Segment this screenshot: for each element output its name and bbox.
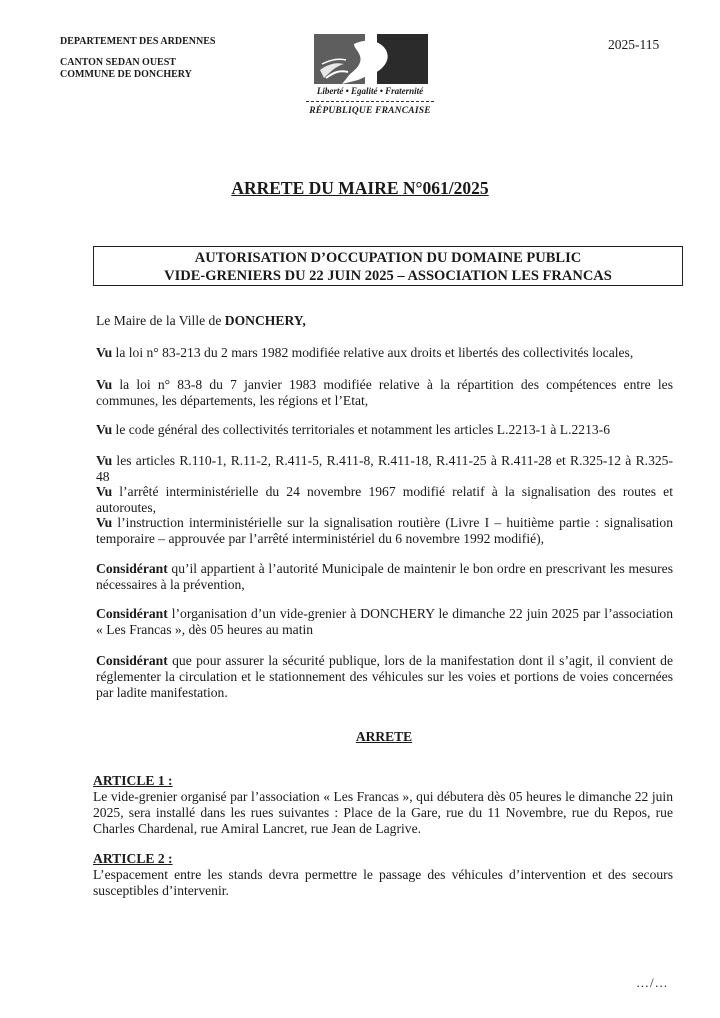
intro-paragraph: Le Maire de la Ville de DONCHERY, [96,313,306,328]
subject-line-2: VIDE-GRENIERS DU 22 JUIN 2025 – ASSOCIATION LES FRANCAS [164,268,612,284]
decision-heading: ARRETE [355,729,413,744]
considerant-paragraph-2: Considérant l’organisation d’un vide-grenier à DONCHERY le dimanche 22 juin 2025 par l’association « Les Francas », dès 05 heures au matin [96,606,673,637]
article-2-title: ARTICLE 2 : [93,851,173,866]
republic-motto: Liberté • Egalité • Fraternité [316,86,424,96]
decree-title: ARRETE DU MAIRE N°061/2025 [231,178,489,198]
vu-paragraph-2: Vu la loi n° 83-8 du 7 janvier 1983 modifiée relative à la répartition des compétences entre les communes, les départements, les régions et l’Etat, [96,377,673,408]
republique-francaise: RÉPUBLIQUE FRANCAISE [309,106,431,116]
document-reference: 2025-115 [608,37,660,52]
vu-paragraph-1: Vu la loi n° 83-213 du 2 mars 1982 modifiée relative aux droits et libertés des collectivités locales, [96,345,634,360]
considerant-paragraph-3: Considérant que pour assurer la sécurité publique, lors de la manifestation dont il s’agit, il convient de réglementer la circulation et le stationnement des véhicules sur les voies et portions de voies concernées par ladite manifestation. [96,653,673,700]
subject-line-1: AUTORISATION D’OCCUPATION DU DOMAINE PUBLIC [194,250,582,266]
vu-paragraph-3: Vu le code général des collectivités territoriales et notamment les articles L.2213-1 à L.2213-6 [96,422,611,437]
vu-paragraph-4: Vu les articles R.110-1, R.11-2, R.411-5, R.411-8, R.411-18, R.411-25 à R.411-28 et R.325-12 à R.325-48 [96,453,673,484]
separator-line [306,101,434,102]
issuer-block [60,36,215,81]
canton: CANTON SEDAN OUEST [60,57,176,68]
article-1-title: ARTICLE 1 : [93,773,173,788]
vu-paragraph-6: Vu l’instruction interministérielle sur la signalisation routière (Livre I – huitième partie : signalisation temporaire – approuvée par l’arrêté interministériel du 6 novembre 1992 modifié), [96,515,673,546]
marianne-logo [314,34,428,84]
vu-paragraph-5: Vu l’arrêté interministérielle du 24 novembre 1967 modifié relatif à la signalisation des routes et autoroutes, [96,484,673,515]
continuation-mark: …/… [636,975,669,990]
commune: COMMUNE DE DONCHERY [60,69,192,80]
subject-box [93,246,683,286]
article-1-body: Le vide-grenier organisé par l’association « Les Francas », qui débutera dès 05 heures le dimanche 22 juin 2025, sera installé dans les rues suivantes : Place de la Gare, rue du 11 Novembre, rue du Repos, rue Charles Chardenal, rue Amiral Lancret, rue Jean de Lagrive. [93,789,673,836]
article-2-body: L’espacement entre les stands devra permettre le passage des véhicules d’intervention et des secours susceptibles d’intervenir. [93,867,673,898]
departement: DEPARTEMENT DES ARDENNES [60,36,216,47]
considerant-paragraph-1: Considérant qu’il appartient à l’autorité Municipale de maintenir le bon ordre en prescrivant les mesures nécessaires à la prévention, [96,561,673,592]
